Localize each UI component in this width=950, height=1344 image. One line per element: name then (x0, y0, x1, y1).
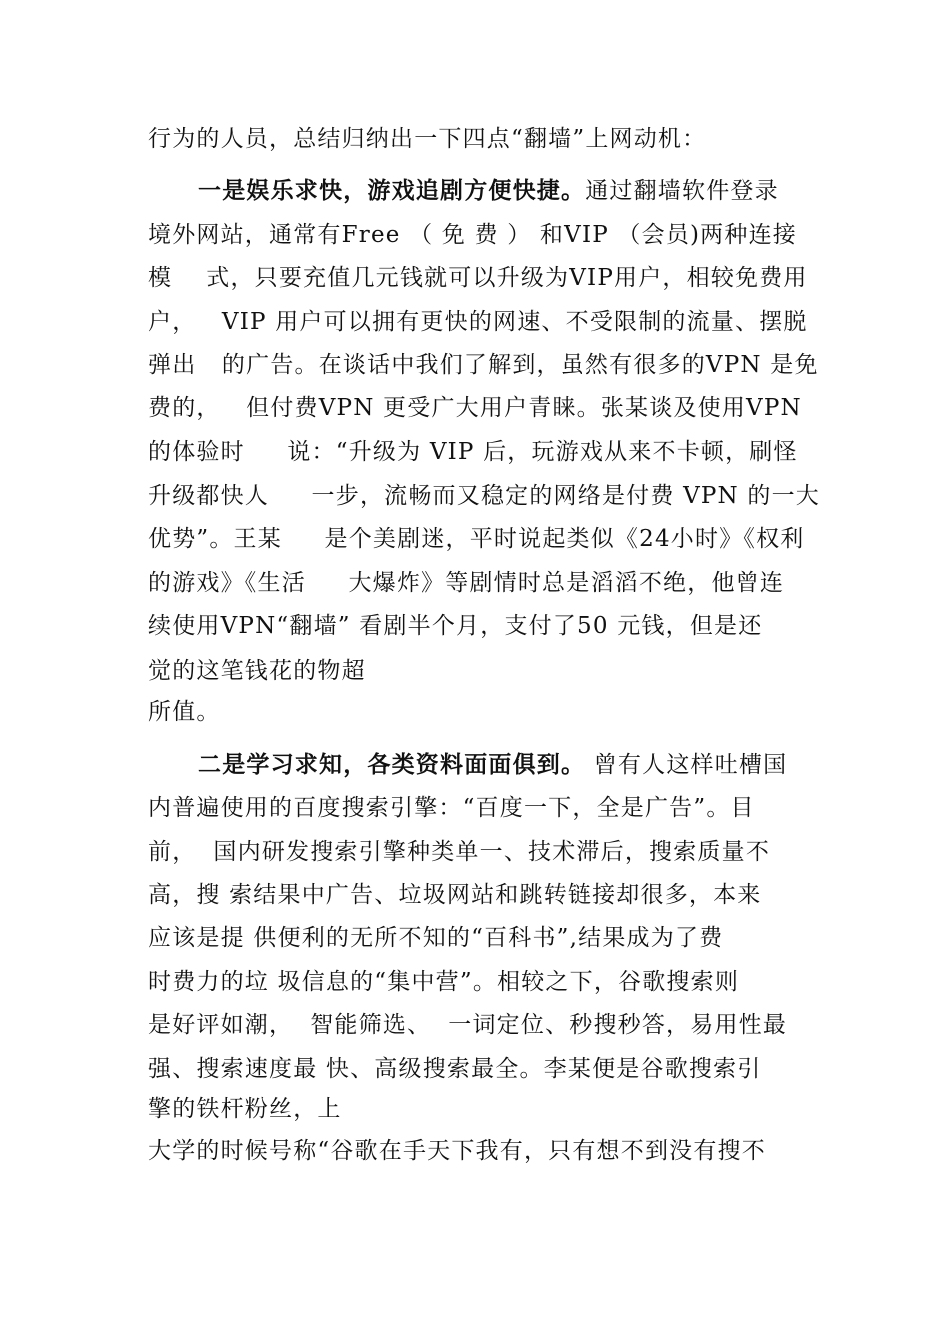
line-text: 优势”。王某 是个美剧迷，平时说起类似《24小时》《权利 (148, 526, 805, 552)
line-text: 升级都快人 一步，流畅而又稳定的网络是付费 VPN 的一大 (148, 483, 820, 509)
line-text: 强、搜索速度最 快、高级搜索最全。李某便是谷歌搜索引 (148, 1056, 762, 1082)
line-text: 所值。 (148, 699, 221, 725)
text-line (148, 350, 819, 380)
text-line (148, 967, 739, 997)
line-text: 弹出 的广告。在谈话中我们了解到，虽然有很多的VPN 是免 (148, 352, 819, 378)
line-text: 内普遍使用的百度搜索引擎：“百度一下，全是广告”。目 (148, 795, 755, 821)
text-line (148, 263, 808, 293)
line-text: 的游戏》《生活 大爆炸》等剧情时总是滔滔不绝，他曾连 (148, 570, 785, 596)
text-line (148, 568, 784, 598)
line-text: 大学的时候号称“谷歌在手天下我有，只有想不到没有搜不 (148, 1138, 766, 1164)
text-line (148, 1094, 342, 1124)
line-text: 时费力的垃 圾信息的“集中营”。相较之下，谷歌搜索则 (148, 969, 740, 995)
text-line (148, 1010, 787, 1040)
paragraph-lead-line (198, 750, 787, 780)
line-text: 续使用VPN“翻墙” 看剧半个月，支付了50 元钱，但是还 (148, 613, 763, 639)
line-text: 擎的铁杆粉丝，上 (148, 1096, 342, 1122)
text-line (148, 393, 802, 423)
text-line (148, 880, 762, 910)
text-line (148, 697, 221, 727)
text-line (148, 793, 755, 823)
line-text: 觉的这笔钱花的物超 (148, 658, 366, 684)
line-text: 户， VIP 用户可以拥有更快的网速、不受限制的流量、摆脱 (148, 309, 808, 335)
line-text: 通过翻墙软件登录 (585, 178, 779, 204)
text-line (148, 837, 770, 867)
line-text: 费的， 但付费VPN 更受广大用户青睐。张某谈及使用VPN (148, 395, 802, 421)
text-line (148, 1054, 762, 1084)
line-text: 境外网站，通常有Free （ 免 费 ） 和VIP （会员)两种连接 (148, 222, 797, 248)
text-line (148, 437, 798, 467)
text-line (148, 524, 804, 554)
text-line (148, 481, 820, 511)
text-line (148, 923, 723, 953)
text-line (148, 220, 797, 250)
paragraph-heading: 一是娱乐求快，游戏追剧方便快捷。 (198, 178, 586, 204)
line-text: 曾有人这样吐槽国 (585, 752, 788, 778)
text-line (148, 124, 706, 154)
line-text: 高，搜 索结果中广告、垃圾网站和跳转链接却很多，本来 (148, 882, 762, 908)
paragraph-heading: 二是学习求知，各类资料面面俱到。 (198, 752, 586, 778)
line-text: 的体验时 说：“升级为 VIP 后，玩游戏从来不卡顿，刷怪 (148, 439, 798, 465)
text-line (148, 611, 762, 641)
line-text: 前， 国内研发搜索引擎种类单一、技术滞后，搜索质量不 (148, 839, 771, 865)
paragraph-lead-line (198, 176, 779, 206)
line-text: 模 式，只要充值几元钱就可以升级为VIP用户，相较免费用 (148, 265, 808, 291)
line-text: 行为的人员，总结归纳出一下四点“翻墙”上网动机： (148, 126, 707, 152)
text-line (148, 656, 366, 686)
line-text: 应该是提 供便利的无所不知的“百科书”,结果成为了费 (148, 925, 724, 951)
text-line (148, 1136, 766, 1166)
line-text: 是好评如潮， 智能筛选、 一词定位、秒搜秒答，易用性最 (148, 1012, 788, 1038)
text-line (148, 307, 808, 337)
